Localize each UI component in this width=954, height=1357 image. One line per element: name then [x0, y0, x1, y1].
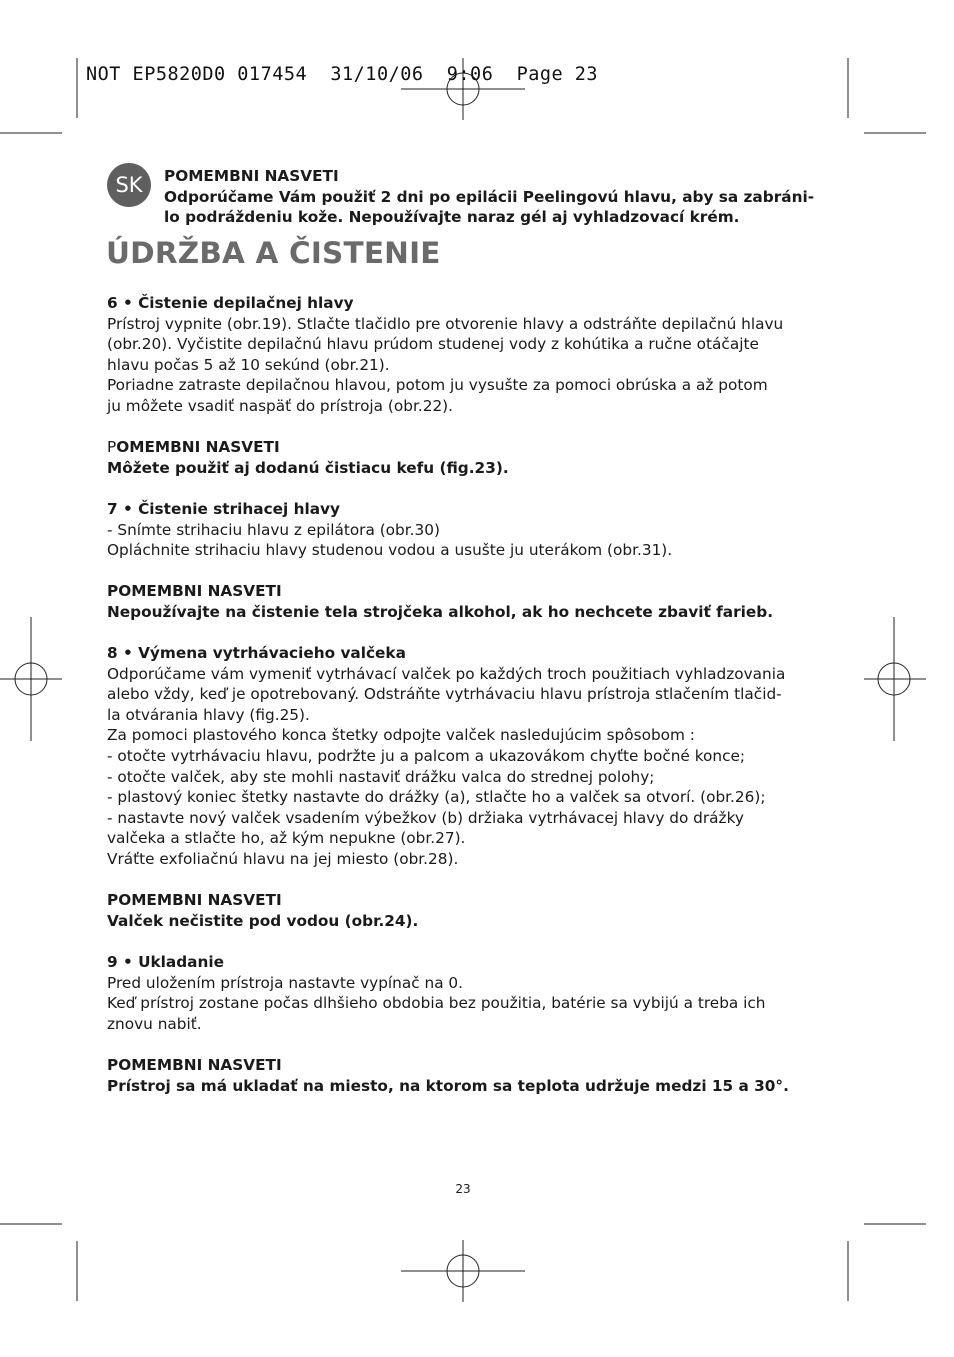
section-heading: 8 • Výmena vytrhávacieho valčeka	[107, 644, 406, 663]
intro-line: Odporúčame Vám použiť 2 dni po epilácii Peelingovú hlavu, aby sa zabráni-	[164, 187, 815, 206]
body-line: alebo vždy, keď je opotrebovaný. Odstráňte vytrhávaciu hlavu prístroja stlačením tlačid-	[107, 685, 782, 704]
body-line: Keď prístroj zostane počas dlhšieho obdobia bez použitia, batérie sa vybijú a treba ich	[107, 994, 766, 1013]
tip-heading-rest: OMEMBNI NASVETI	[116, 438, 280, 457]
tip-line: Prístroj sa má ukladať na miesto, na ktorom sa teplota udržuje medzi 15 a 30°.	[107, 1076, 789, 1095]
tip-heading: POMEMBNI NASVETI	[107, 1055, 282, 1074]
body-line: (obr.20). Vyčistite depilačnú hlavu prúdom studenej vody z kohútika a ručne otáčajte	[107, 335, 759, 354]
body-line: valčeka a stlačte ho, až kým nepukne (obr.27).	[107, 829, 466, 848]
body-line: - otočte valček, aby ste mohli nastaviť drážku valca do strednej polohy;	[107, 767, 655, 786]
body-line: - otočte vytrhávaciu hlavu, podržte ju a palcom a ukazovákom chyťte bočné konce;	[107, 747, 746, 766]
print-slug: NOT EP5820D0 017454 31/10/06 9:06 Page 23	[86, 64, 599, 85]
intro-line: lo podráždeniu kože. Nepoužívajte naraz gél aj vyhladzovací krém.	[164, 208, 740, 226]
body-line: Prístroj vypnite (obr.19). Stlačte tlačidlo pre otvorenie hlavy a odstráňte depilačnú hlavu	[107, 314, 784, 333]
registration-mark-right	[864, 617, 926, 741]
page-number: 23	[455, 1182, 471, 1196]
body-line: Vráťte exfoliačnú hlavu na jej miesto (obr.28).	[107, 850, 459, 869]
tip-heading	[107, 437, 827, 458]
intro-tip	[164, 166, 834, 228]
body-line: znovu nabiť.	[107, 1014, 202, 1033]
body-line: - plastový koniec štetky nastavte do drážky (a), stlačte ho a valček sa otvorí. (obr.26);	[107, 788, 766, 807]
body-line: - nastavte nový valček vsadením výbežkov (b) držiaka vytrhávacej hlavy do drážky	[107, 808, 744, 827]
registration-mark-bottom	[401, 1240, 525, 1302]
tip-line: Valček nečistite pod vodou (obr.24).	[107, 911, 419, 930]
language-badge: SK	[107, 163, 151, 207]
tip-heading: POMEMBNI NASVETI	[107, 891, 282, 910]
registration-mark-left	[0, 617, 62, 741]
body-line: Pred uložením prístroja nastavte vypínač na 0.	[107, 973, 464, 992]
body-line: - Snímte strihaciu hlavu z epilátora (obr.30)	[107, 520, 440, 539]
body-line: hlavu počas 5 až 10 sekúnd (obr.21).	[107, 355, 390, 374]
body-line: Poriadne zatraste depilačnou hlavou, potom ju vysušte za pomoci obrúska a až potom	[107, 376, 768, 395]
body-line: la otvárania hlavy (fig.25).	[107, 705, 310, 724]
tip-line: Môžete použiť aj dodanú čistiacu kefu (fig.23).	[107, 458, 509, 477]
section-heading: 9 • Ukladanie	[107, 953, 225, 971]
body-line: Odporúčame vám vymeniť vytrhávací valček po každých troch použitiach vyhladzovania	[107, 664, 786, 683]
tip-heading: POMEMBNI NASVETI	[107, 582, 282, 601]
body-line: Za pomoci plastového konca štetky odpojte valček nasledujúcim spôsobom :	[107, 726, 695, 745]
page-title: ÚDRŽBA A ČISTENIE	[106, 236, 441, 270]
document-body	[107, 293, 827, 1096]
section-heading: 6 • Čistenie depilačnej hlavy	[107, 294, 354, 312]
tip-heading-initial: P	[107, 438, 117, 457]
tip-line: Nepoužívajte na čistenie tela strojčeka alkohol, ak ho nechcete zbaviť farieb.	[107, 602, 774, 621]
intro-heading: POMEMBNI NASVETI	[164, 167, 339, 185]
body-line: Opláchnite strihaciu hlavy studenou vodou a usušte ju uterákom (obr.31).	[107, 541, 673, 560]
section-heading: 7 • Čistenie strihacej hlavy	[107, 499, 340, 518]
body-line: ju môžete vsadiť naspäť do prístroja (obr.22).	[107, 396, 454, 415]
